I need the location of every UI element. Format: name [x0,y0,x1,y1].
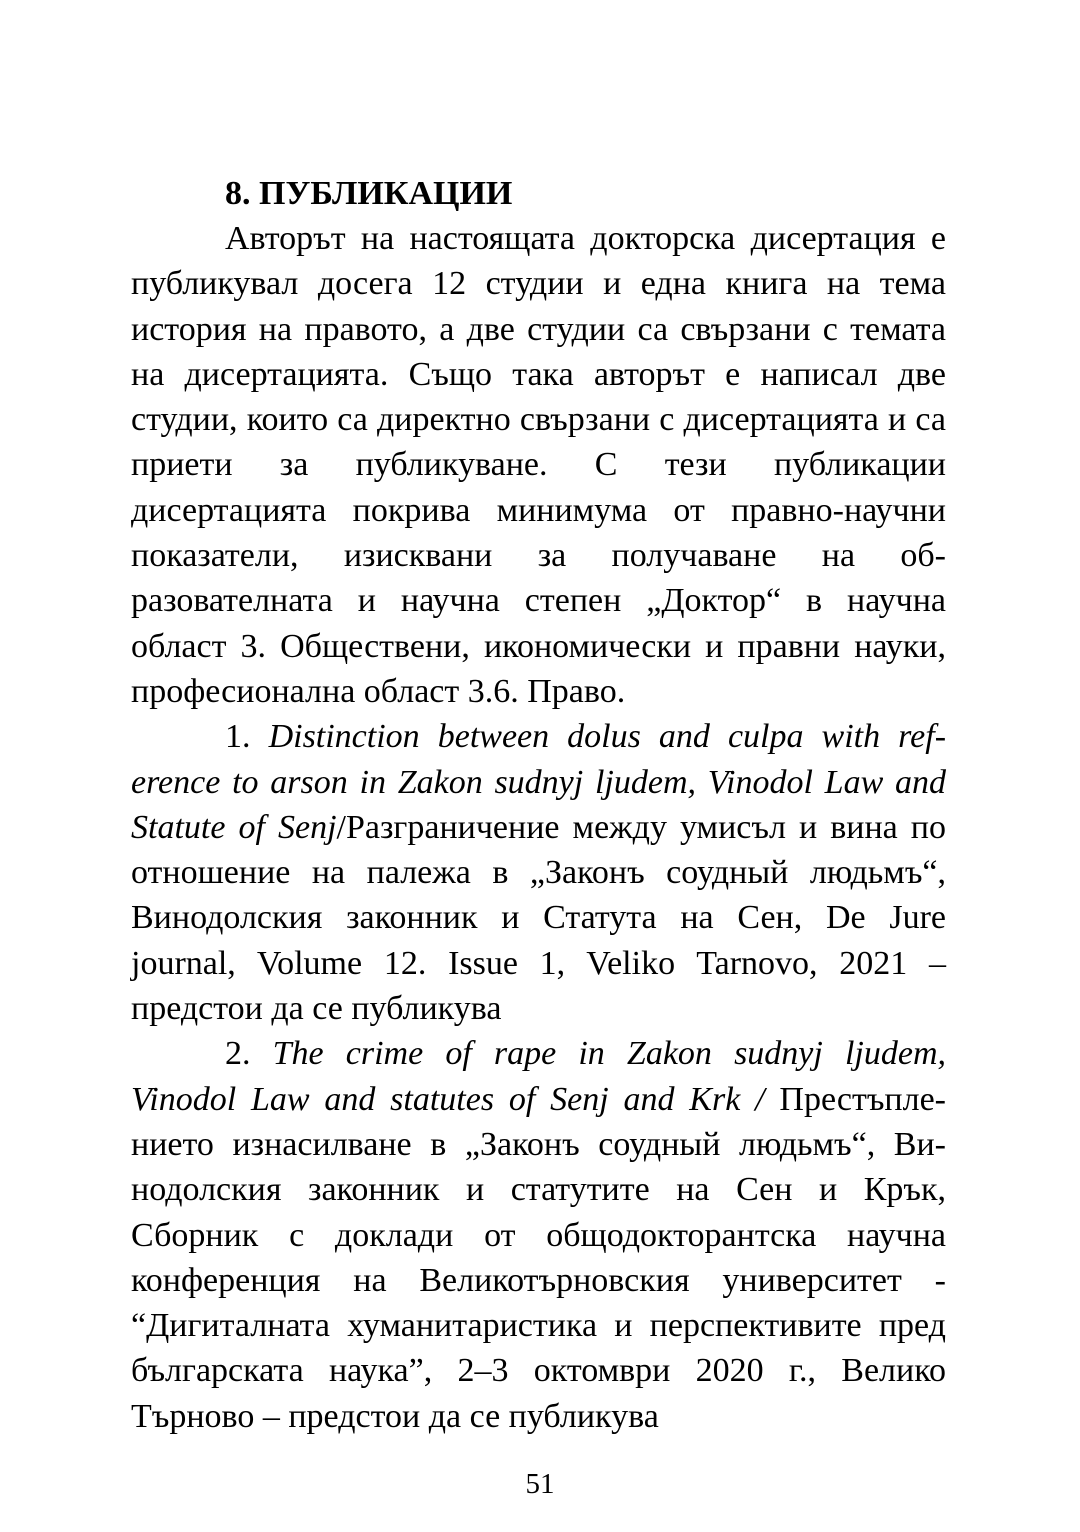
publication-title: Distinction between dolus and culpa with reference to arson in Zakon sudnyj ljudem, Vinodol Law and Statute of Senj [131,718,947,846]
publication-title: The crime of rape in Zakon sudnyj ljudem, Vinodol Law and statutes of Senj and Krk / [131,1035,947,1118]
publication-item-2 [131,1031,946,1439]
publication-number: 2. [225,1035,251,1073]
publication-item-1 [131,714,946,1031]
intro-paragraph: Авторът на настоящата докторска дисертация е публикувал досега 12 студии и една книга на тема история на правото, а две студии са свързани с темата на дисертацията. Също така авторът е написал две студии, които са директно свързани с дисертацията и са приети за публикуване. С тези публикации дисертацията покрива минимума от правно-научни показатели, изисквани за получаване на образователната и научна степен „Доктор“ в научна област 3. Обществени, икономически и правни науки, професионална област 3.6. Право. [131,220,946,710]
page-number: 51 [525,1468,555,1500]
publication-details: /Разграничение между умисъл и вина по отношение на палежа в „Законъ соудный людьмъ“, Винодолския законник и Статута на Сен, De Jure journal, Volume 12. Issue 1, Veliko Tarnovo, 2021 – предстои да се публикува [131,808,946,1028]
page-content [131,172,946,1439]
section-title: 8. ПУБЛИКАЦИИ [225,175,513,212]
publication-number: 1. [225,718,251,756]
publication-details: Престъплението изнасилване в „Законъ соудный людьмъ“, Винодолския законник и статутите на Сен и Крък, Сборник с доклади от общодокторантска научна конференция на Великотърновския университет - “Дигиталната хуманитаристика и перспективите пред българската наука”, 2–3 октомври 2020 г., Велико Търново – предстои да се публикува [131,1080,946,1435]
